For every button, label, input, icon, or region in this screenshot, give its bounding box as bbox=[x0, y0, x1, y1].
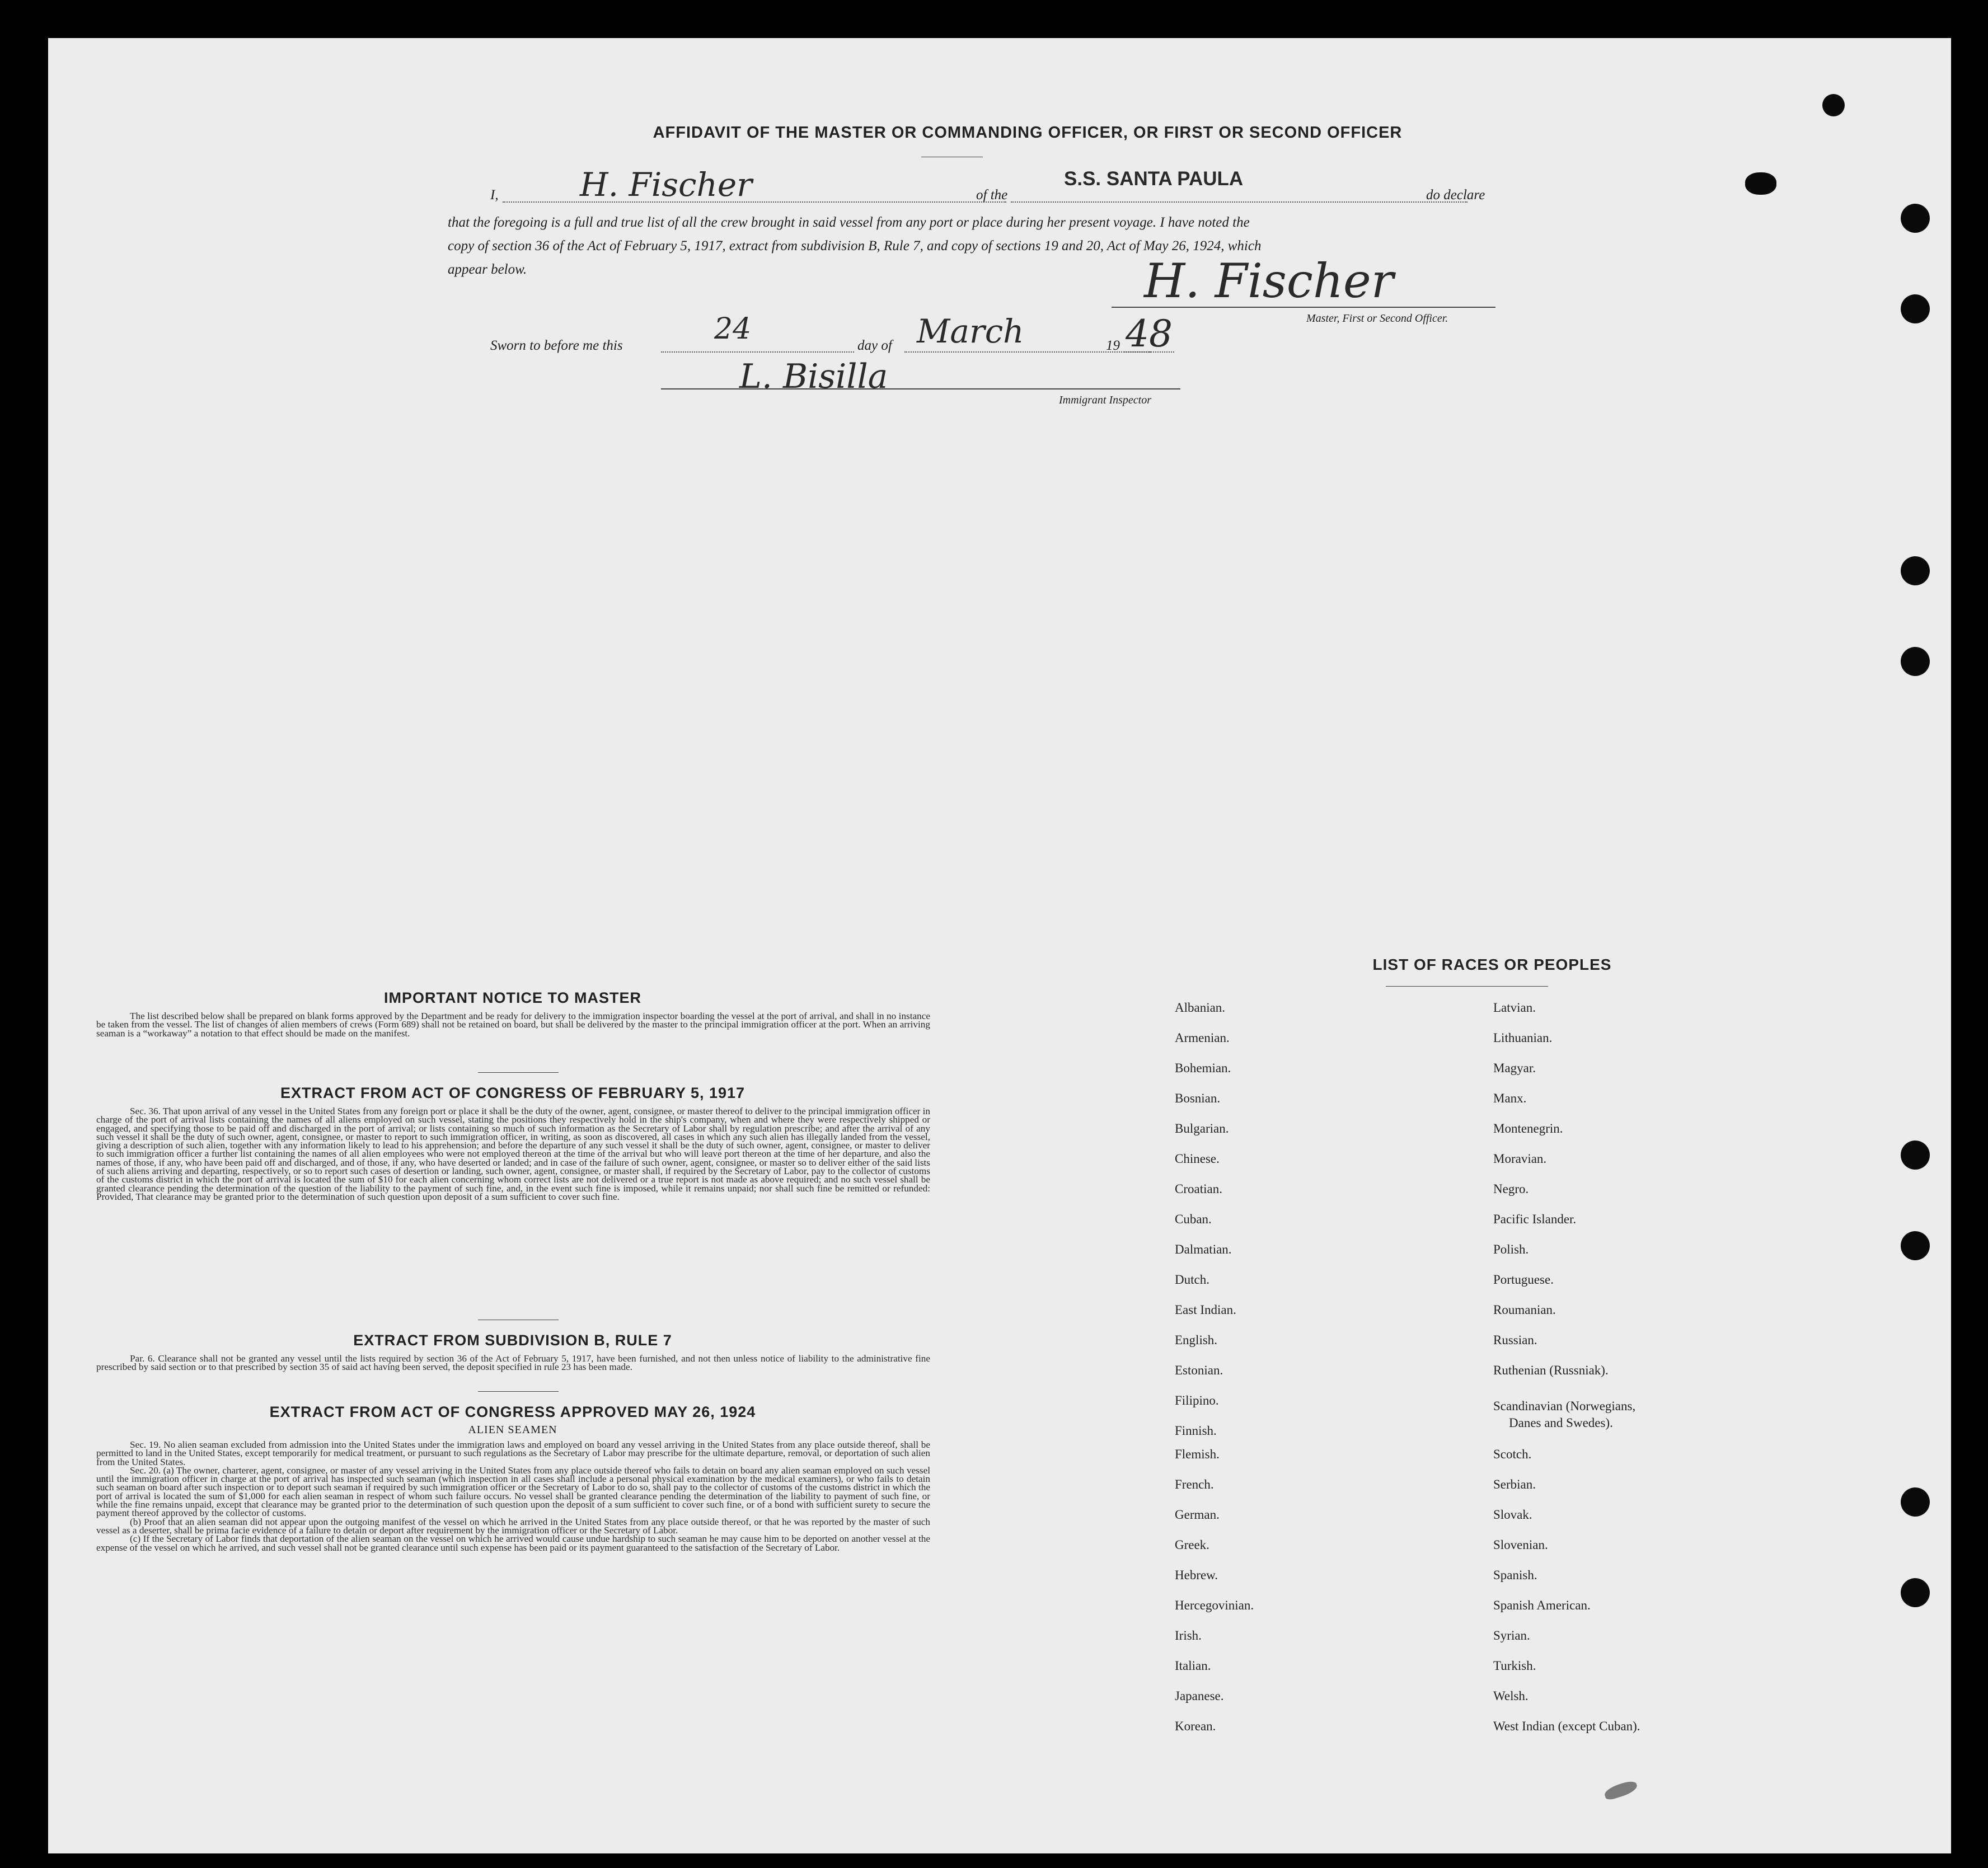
race-left-23: Italian. bbox=[1175, 1659, 1211, 1673]
race-left-8: Cuban. bbox=[1175, 1212, 1212, 1226]
race-left-18: German. bbox=[1175, 1508, 1220, 1522]
race-right-14-cont: Danes and Swedes). bbox=[1509, 1416, 1613, 1430]
sec20a-paragraph: Sec. 20. (a) The owner, charterer, agent, consignee, or master of any vessel arriving in the United States from any place outside thereof who fails to detain on board any alien seaman employed on such vessel until the immigration officer in charge at the port of arrival has inspected such seaman (which inspection in all cases shall include a personal physical examination by the medical examiners), or who fails to detain such seaman on board after such inspection or to deport such seaman if required by such immigration officer or the Secretary of Labor to do so, shall pay to the collector of customs of the customs district in which the port of arrival is located the sum of $1,000 for each alien seaman in respect of whom such failure occurs. No vessel shall be granted clearance pending the determination of the liability to payment of such fine, or while the fine remains unpaid, except that clearance may be granted prior to the determination of such question upon the deposit of a sum sufficient to cover such fine, or of a bond with sufficient surety to secure the payment thereof approved by the collector of customs. bbox=[96, 1465, 930, 1519]
signature-caption: Master, First or Second Officer. bbox=[1306, 312, 1448, 325]
race-left-20: Hebrew. bbox=[1175, 1568, 1218, 1582]
inspector-signature-handwritten: L. Bisilla bbox=[739, 357, 888, 396]
extract-1917-body: Sec. 36. That upon arrival of any vessel in the United States from any foreign port or place it shall be the duty of the owner, agent, consignee, or master thereof to deliver to the principal immigration officer in charge of the port of arrival lists containing the names of all aliens employed on such vessel, stating the positions they respectively hold in the ship's company, when and where they were respectively shipped or engaged, and specifying those to be paid off and discharged in the port of arrival; or lists containing so much of such information as the Secretary of Labor shall by regulation prescribe; and after the arrival of any such vessel it shall be the duty of such owner, agent, consignee, or master to report to such immigration officer, in writing, as soon as discovered, all cases in which any such alien has illegally landed from the vessel, giving a description of such alien, together with any information likely to lead to his apprehension; and before the departure of any such vessel it shall be the duty of such owner, agent, consignee, or master to deliver to such immigration officer a further list containing the names of all alien employees who were not employed thereon at the time of the arrival but who will leave port thereon at the time of her departure, and also the names of those, if any, who have been paid off and discharged, and of those, if any, who have deserted or landed; and in case of the failure of such owner, agent, consignee, or master so to deliver either of the said lists of such aliens arriving and departing, respectively, or so to report such cases of desertion or landing, such owner, agent, consignee, or master shall, if required by the Secretary of Labor, pay to the collector of customs of the customs district in which the port of arrival is located the sum of $10 for each alien concerning whom correct lists are not delivered or a true report is not made as above required; and no such vessel shall be granted clearance pending the determination of the question of the liability to the payment of such fine, and, in the event such fine is imposed, while it remains unpaid; nor shall such fine be remitted or refunded: Provided, That clearance may be granted prior to the determination of such question upon deposit of a sum sufficient to cover such fine. bbox=[96, 1106, 930, 1202]
of-the-label: of the bbox=[976, 187, 1008, 203]
races-title-rule bbox=[1386, 986, 1548, 987]
ink-smudge bbox=[1603, 1779, 1639, 1801]
race-right-5: Montenegrin. bbox=[1493, 1121, 1563, 1135]
rule-1 bbox=[478, 1072, 559, 1073]
binder-hole-7 bbox=[1901, 1140, 1930, 1170]
race-right-6: Moravian. bbox=[1493, 1152, 1547, 1166]
inspector-caption: Immigrant Inspector bbox=[1059, 394, 1151, 406]
signature-line bbox=[1112, 307, 1495, 308]
sworn-label: Sworn to before me this bbox=[490, 338, 623, 353]
sworn-month: March bbox=[917, 312, 1024, 350]
rule-3 bbox=[478, 1391, 559, 1392]
race-left-7: Croatian. bbox=[1175, 1182, 1222, 1196]
race-right-1: Latvian. bbox=[1493, 1001, 1536, 1015]
binder-hole-2 bbox=[1745, 172, 1776, 195]
race-left-21: Hercegovinian. bbox=[1175, 1598, 1254, 1612]
race-right-13: Ruthenian (Russniak). bbox=[1493, 1363, 1609, 1377]
race-right-15: Scotch. bbox=[1493, 1447, 1532, 1461]
year-suffix: 48 bbox=[1126, 312, 1173, 355]
race-left-3: Bohemian. bbox=[1175, 1061, 1231, 1075]
vessel-line bbox=[1011, 201, 1467, 203]
race-right-22: Turkish. bbox=[1493, 1659, 1536, 1673]
race-right-2: Lithuanian. bbox=[1493, 1031, 1553, 1045]
extract-1924-body bbox=[96, 1440, 930, 1552]
race-left-11: East Indian. bbox=[1175, 1303, 1236, 1317]
race-right-4: Manx. bbox=[1493, 1091, 1527, 1105]
extract-1917-title: EXTRACT FROM ACT OF CONGRESS OF FEBRUARY 5, 1917 bbox=[280, 1085, 746, 1101]
race-left-9: Dalmatian. bbox=[1175, 1242, 1232, 1256]
race-right-8: Pacific Islander. bbox=[1493, 1212, 1577, 1226]
officer-name-handwritten: H. Fischer bbox=[580, 166, 752, 204]
rule7-body: Par. 6. Clearance shall not be granted any vessel until the lists required by section 36 of the Act of February 5, 1917, have been furnished, and not then unless notice of liability to the administrative fine prescribed by said section or to that prescribed by section 35 of said act having been served, the deposit specified in rule 23 has been made. bbox=[96, 1353, 930, 1373]
race-left-17: French. bbox=[1175, 1477, 1214, 1491]
race-left-15: Finnish. bbox=[1175, 1424, 1217, 1438]
binder-hole-3 bbox=[1901, 204, 1930, 233]
inspector-line bbox=[661, 388, 1180, 389]
races-title: LIST OF RACES OR PEOPLES bbox=[1372, 956, 1612, 973]
binder-hole-6 bbox=[1901, 647, 1930, 676]
race-right-9: Polish. bbox=[1493, 1242, 1529, 1256]
race-left-10: Dutch. bbox=[1175, 1273, 1209, 1287]
binder-hole-8 bbox=[1901, 1231, 1930, 1260]
sec20c-paragraph: (c) If the Secretary of Labor finds that deportation of the alien seaman on the vessel on which he arrived would cause undue hardship to such seaman he may cause him to be deported on another vessel at the expense of the vessel on which he arrived, and such vessel shall not be granted clearance until such expense has been paid or its payment guaranteed to the satisfaction of the Secretary of Labor. bbox=[96, 1533, 930, 1553]
race-right-21: Syrian. bbox=[1493, 1628, 1530, 1642]
race-left-19: Greek. bbox=[1175, 1538, 1209, 1552]
race-left-14: Filipino. bbox=[1175, 1393, 1219, 1407]
notice-body: The list described below shall be prepared on blank forms approved by the Department and be ready for delivery to the immigration inspector boarding the vessel at the port of arrival, and shall in no instance be taken from the vessel. The list of changes of alien members of crews (Form 689) shall not be retained on board, but shall be delivered by the master to the principal immigration officer at the port. When an arriving seaman is a “workaway” a notation to that effect should be made on the manifest. bbox=[96, 1011, 930, 1039]
binder-hole-1 bbox=[1822, 94, 1845, 116]
race-right-20: Spanish American. bbox=[1493, 1598, 1591, 1612]
affidavit-title: AFFIDAVIT OF THE MASTER OR COMMANDING OFFICER, OR FIRST OR SECOND OFFICER bbox=[653, 124, 1403, 142]
race-right-24: West Indian (except Cuban). bbox=[1493, 1719, 1640, 1733]
binder-hole-10 bbox=[1901, 1578, 1930, 1607]
race-right-11: Roumanian. bbox=[1493, 1303, 1556, 1317]
binder-hole-4 bbox=[1901, 294, 1930, 323]
race-right-7: Negro. bbox=[1493, 1182, 1529, 1196]
race-right-10: Portuguese. bbox=[1493, 1273, 1554, 1287]
rule7-title: EXTRACT FROM SUBDIVISION B, RULE 7 bbox=[353, 1332, 672, 1349]
race-left-22: Irish. bbox=[1175, 1628, 1202, 1642]
race-right-12: Russian. bbox=[1493, 1333, 1537, 1347]
race-left-25: Korean. bbox=[1175, 1719, 1216, 1733]
i-label: I, bbox=[490, 187, 499, 203]
race-left-13: Estonian. bbox=[1175, 1363, 1223, 1377]
do-declare-label: do declare bbox=[1426, 187, 1485, 203]
affidavit-line-1: that the foregoing is a full and true list of all the crew brought in said vessel from any port or place during her present voyage. I have noted the bbox=[448, 215, 1250, 230]
officer-name-line bbox=[503, 201, 1006, 203]
extract-1924-title: EXTRACT FROM ACT OF CONGRESS APPROVED MAY 26, 1924 bbox=[269, 1404, 756, 1420]
race-left-2: Armenian. bbox=[1175, 1031, 1230, 1045]
extract-1924-subtitle: ALIEN SEAMEN bbox=[468, 1424, 557, 1436]
race-right-3: Magyar. bbox=[1493, 1061, 1536, 1075]
race-right-19: Spanish. bbox=[1493, 1568, 1537, 1582]
race-right-17: Slovak. bbox=[1493, 1508, 1532, 1522]
affidavit-line-3: appear below. bbox=[448, 262, 527, 277]
sec20b-paragraph: (b) Proof that an alien seaman did not appear upon the outgoing manifest of the vessel on which he arrived in the United States from any place outside thereof, or that he was reported by the master of such vessel as a deserter, shall be prima facie evidence of a failure to detain or deport after requirement by the immigration officer or the Secretary of Labor. bbox=[96, 1516, 930, 1536]
affidavit-line-2: copy of section 36 of the Act of February 5, 1917, extract from subdivision B, Rule 7, and copy of sections 19 and 20, Act of May 26, 1924, which bbox=[448, 238, 1262, 254]
master-signature-handwritten: H. Fischer bbox=[1144, 254, 1394, 308]
race-left-6: Chinese. bbox=[1175, 1152, 1220, 1166]
day-of-label: day of bbox=[857, 338, 892, 353]
race-right-14: Scandinavian (Norwegians, bbox=[1493, 1399, 1636, 1413]
notice-title: IMPORTANT NOTICE TO MASTER bbox=[384, 989, 641, 1006]
year-prefix: 19 bbox=[1106, 338, 1120, 353]
binder-hole-9 bbox=[1901, 1487, 1930, 1517]
document-page bbox=[48, 38, 1951, 1853]
race-right-16: Serbian. bbox=[1493, 1477, 1536, 1491]
race-left-16: Flemish. bbox=[1175, 1447, 1220, 1461]
race-left-5: Bulgarian. bbox=[1175, 1121, 1229, 1135]
race-right-23: Welsh. bbox=[1493, 1689, 1528, 1703]
sec19-paragraph: Sec. 19. No alien seaman excluded from admission into the United States under the immigration laws and employed on board any vessel arriving in the United States from any place outside thereof, shall be permitted to land in the United States, except temporarily for medical treatment, or pursuant to such regulations as the Secretary of Labor may prescribe for the ultimate departure, removal, or deportation of such alien from the United States. bbox=[96, 1439, 930, 1467]
sworn-day-line bbox=[661, 351, 854, 353]
race-left-4: Bosnian. bbox=[1175, 1091, 1221, 1105]
race-left-1: Albanian. bbox=[1175, 1001, 1226, 1015]
race-left-12: English. bbox=[1175, 1333, 1218, 1347]
race-left-24: Japanese. bbox=[1175, 1689, 1224, 1703]
race-right-18: Slovenian. bbox=[1493, 1538, 1548, 1552]
vessel-name: S.S. SANTA PAULA bbox=[1064, 168, 1244, 190]
sworn-day: 24 bbox=[714, 312, 752, 346]
binder-hole-5 bbox=[1901, 556, 1930, 585]
